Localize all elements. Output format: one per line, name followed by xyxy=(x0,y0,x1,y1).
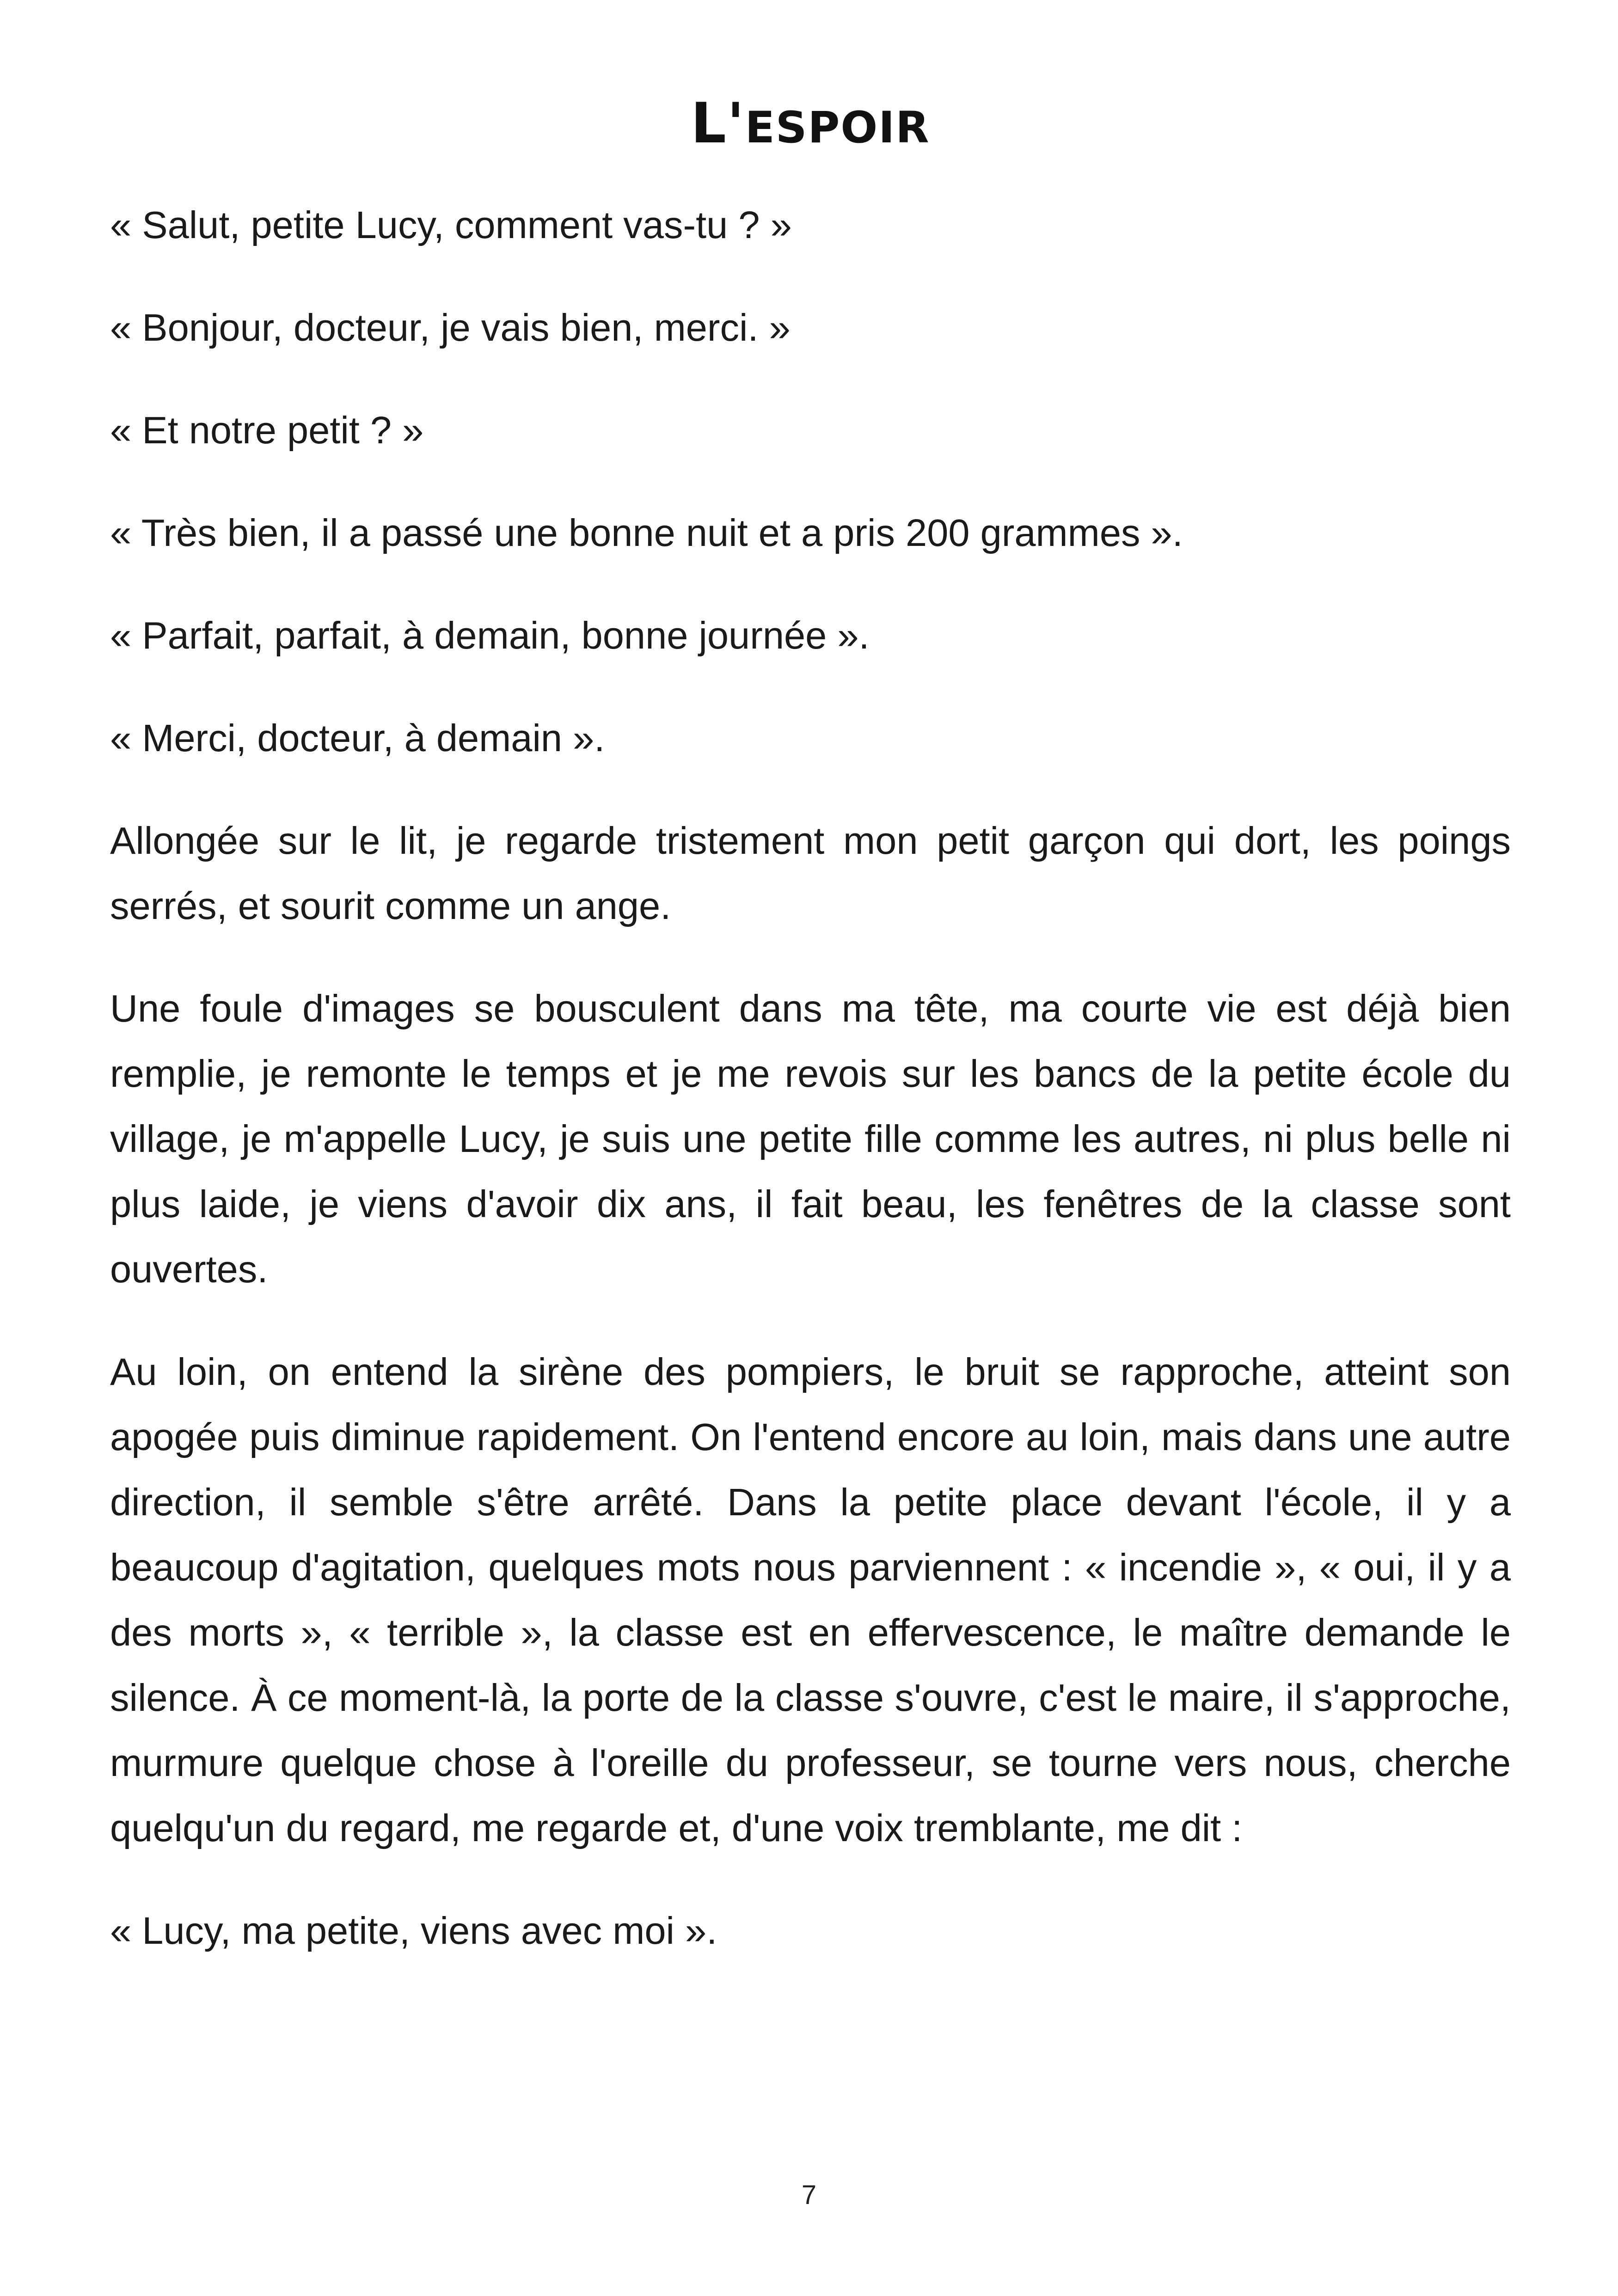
dialog-line: « Merci, docteur, à demain ». xyxy=(110,716,605,759)
dialog-line: « Salut, petite Lucy, comment vas-tu ? » xyxy=(110,203,792,246)
body-paragraph: Une foule d'images se bousculent dans ma tête, ma courte vie est déjà bien remplie, je remonte le temps et je me revois sur les bancs de la petite école du village, je m'appelle Lucy, je suis une petite fille comme les autres, ni plus belle ni plus laide, je viens d'avoir dix ans, il fait beau, les fenêtres de la classe sont ouvertes. xyxy=(110,987,1511,1291)
page-number: 7 xyxy=(801,2180,817,2210)
body-paragraph: Au loin, on entend la sirène des pompiers, le bruit se rapproche, atteint son apogée puis diminue rapidement. On l'entend encore au loin, mais dans une autre direction, il semble s'être arrêté. Dans la petite place devant l'école, il y a beaucoup d'agitation, quelques mots nous parviennent : « incendie », « oui, il y a des morts », « terrible », la classe est en effervescence, le maître demande le silence. À ce moment-là, la porte de la classe s'ouvre, c'est le maire, il s'approche, murmure quelque chose à l'oreille du professeur, se tourne vers nous, cherche quelqu'un du regard, me regarde et, d'une voix tremblante, me dit : xyxy=(110,1350,1511,1849)
dialog-line: « Parfait, parfait, à demain, bonne journée ». xyxy=(110,614,870,657)
dialog-line: « Bonjour, docteur, je vais bien, merci. » xyxy=(110,306,791,349)
chapter-title-initial: L' xyxy=(691,92,745,156)
chapter-title xyxy=(110,92,1511,156)
dialog-line: « Et notre petit ? » xyxy=(110,409,424,452)
dialog-line: « Lucy, ma petite, viens avec moi ». xyxy=(110,1909,717,1952)
document-page xyxy=(110,69,1511,2001)
body-paragraph: Allongée sur le lit, je regarde tristement mon petit garçon qui dort, les poings serrés, et sourit comme un ange. xyxy=(110,819,1511,927)
dialog-line: « Très bien, il a passé une bonne nuit et a pris 200 grammes ». xyxy=(110,511,1183,554)
chapter-title-rest: ESPOIR xyxy=(745,103,930,153)
